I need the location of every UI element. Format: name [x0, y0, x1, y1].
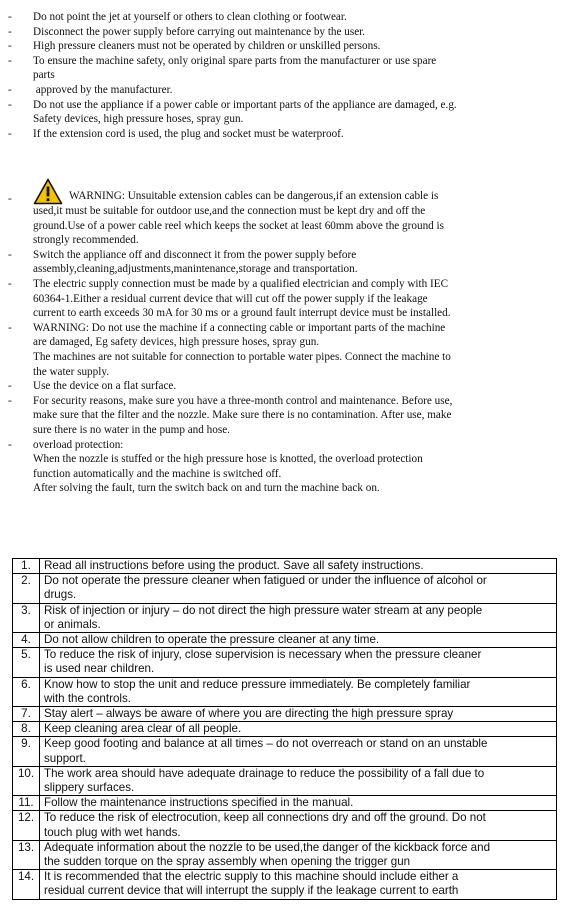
bullet-text: The electric supply connection must be made by a qualified electrician and comply with IEC — [33, 277, 449, 290]
bullet-text: Use the device on a flat surface. — [33, 380, 177, 393]
bullet-dash: - — [8, 127, 12, 140]
row-text: Follow the maintenance instructions specified in the manual. — [44, 796, 354, 810]
table-row — [13, 707, 557, 722]
bullet-dash: - — [8, 193, 12, 205]
bullet-item — [8, 321, 556, 379]
bullet-dash: - — [8, 394, 12, 407]
bullet-text: sure there is no water in the pump and hose. — [33, 423, 230, 436]
table-row — [13, 574, 557, 603]
bullet-dash: - — [8, 321, 12, 334]
table-row — [13, 840, 557, 869]
bullet-dash: - — [8, 248, 12, 261]
row-text: drugs. — [44, 588, 77, 602]
bullet-item — [8, 127, 556, 142]
row-number: 14. — [13, 870, 40, 899]
row-text: is used near children. — [44, 662, 155, 676]
row-number: 2. — [13, 574, 40, 603]
bullet-text: current to earth exceeds 30 mA for 30 ms or a ground fault interrupt device must be installed. — [33, 307, 451, 320]
bullet-item — [8, 83, 556, 98]
bullet-dash: - — [8, 40, 12, 53]
bullet-text: Safety devices, high pressure hoses, spray gun. — [33, 113, 244, 126]
row-text: Do not operate the pressure cleaner when fatigued or under the influence of alcohol or — [44, 574, 487, 588]
row-number: 8. — [13, 722, 40, 737]
bullet-text: are damaged, Eg safety devices, high pressure hoses, spray gun. — [33, 336, 320, 349]
safety-bullets-top — [8, 10, 556, 141]
warning-text: WARNING: Unsuitable extension cables can be dangerous,if an extension cable is — [69, 190, 439, 203]
bullet-item — [8, 39, 556, 54]
bullet-text: High pressure cleaners must not be operated by children or unskilled persons. — [33, 40, 381, 53]
table-row — [13, 722, 557, 737]
row-number: 1. — [13, 559, 40, 574]
bullet-item — [8, 25, 556, 40]
row-text: touch plug with wet hands. — [44, 825, 181, 839]
bullet-dash: - — [8, 98, 12, 111]
table-row — [13, 766, 557, 795]
warning-triangle-icon — [33, 178, 63, 205]
warning-item — [8, 178, 556, 248]
table-row — [13, 796, 557, 811]
row-number: 11. — [13, 796, 40, 811]
bullet-item — [8, 248, 556, 277]
bullet-text: 60364-1.Either a residual current device that will cut off the power supply if the leakage — [33, 292, 428, 305]
table-row — [13, 633, 557, 648]
row-text: or animals. — [44, 617, 101, 631]
row-number: 9. — [13, 737, 40, 766]
bullet-text: Do not point the jet at yourself or others to clean clothing or footwear. — [33, 11, 347, 23]
bullet-text: function automatically and the machine is switched off. — [33, 467, 282, 480]
table-row — [13, 603, 557, 632]
table-row — [13, 559, 557, 574]
warning-text: ground.Use of a power cable reel which keeps the socket at least 60mm above the ground is — [33, 219, 445, 232]
row-text: Do not allow children to operate the pressure cleaner at any time. — [44, 633, 380, 647]
bullet-text: Do not use the appliance if a power cable or important parts of the appliance are damaged, e.g. — [33, 98, 457, 111]
row-number: 4. — [13, 633, 40, 648]
bullet-item — [8, 438, 556, 496]
bullet-text: Disconnect the power supply before carrying out maintenance by the user. — [33, 25, 366, 38]
row-number: 5. — [13, 648, 40, 677]
table-row — [13, 811, 557, 840]
row-text: support. — [44, 751, 86, 765]
bullet-item — [8, 98, 556, 127]
row-number: 7. — [13, 707, 40, 722]
bullet-item — [8, 54, 556, 83]
table-row — [13, 737, 557, 766]
bullet-text: overload protection: — [33, 438, 124, 451]
row-text: Know how to stop the unit and reduce pressure immediately. Be completely familiar — [44, 677, 471, 691]
table-row — [13, 648, 557, 677]
bullet-dash: - — [8, 25, 12, 38]
bullet-text: For security reasons, make sure you have a three-month control and maintenance. Before use, — [33, 394, 453, 407]
bullet-text: make sure that the filter and the nozzle. Make sure there is no contamination. After use, make — [33, 409, 452, 422]
row-text: The work area should have adequate drainage to reduce the possibility of a fall due to — [44, 766, 485, 780]
row-text: with the controls. — [44, 691, 131, 705]
bullet-text: approved by the manufacturer. — [33, 83, 173, 96]
row-number: 13. — [13, 840, 40, 869]
row-number: 3. — [13, 603, 40, 632]
row-text: To reduce the risk of electrocution, keep all connections dry and off the ground. Do not — [44, 811, 486, 825]
row-text: To reduce the risk of injury, close supervision is necessary when the pressure cleaner — [44, 648, 482, 662]
bullet-dash: - — [8, 54, 12, 67]
bullet-text: If the extension cord is used, the plug and socket must be waterproof. — [33, 127, 344, 140]
warning-text: strongly recommended. — [33, 234, 139, 247]
bullet-dash: - — [8, 438, 12, 451]
row-text: Risk of injection or injury – do not direct the high pressure water stream at any people — [44, 603, 483, 617]
bullet-text: WARNING: Do not use the machine if a connecting cable or important parts of the machine — [33, 321, 446, 334]
row-number: 6. — [13, 677, 40, 706]
row-number: 10. — [13, 766, 40, 795]
safety-instructions-table — [12, 558, 557, 900]
bullet-dash: - — [8, 11, 12, 23]
bullet-dash: - — [8, 380, 12, 393]
row-text: residual current device that will interrupt the supply if the leakage current to earth — [44, 884, 459, 898]
bullet-dash: - — [8, 277, 12, 290]
bullet-item — [8, 394, 556, 438]
bullet-text: The machines are not suitable for connection to portable water pipes. Connect the machine to — [33, 350, 451, 363]
bullet-text: Switch the appliance off and disconnect it from the power supply before — [33, 248, 357, 261]
row-text: Read all instructions before using the product. Save all safety instructions. — [44, 559, 424, 572]
bullet-dash: - — [8, 83, 12, 96]
bullet-item — [8, 277, 556, 321]
bullet-text: After solving the fault, turn the switch back on and turn the machine back on. — [33, 482, 380, 495]
row-text: the sudden torque on the spray assembly when opening the trigger gun — [44, 855, 411, 869]
bullet-text: assembly,cleaning,adjustments,manintenance,storage and transportation. — [33, 263, 358, 276]
bullet-text: parts — [33, 69, 55, 82]
warning-text: used,it must be suitable for outdoor use,and the connection must be kept dry and off the — [33, 205, 426, 217]
row-text: slippery surfaces. — [44, 781, 135, 795]
bullet-item — [8, 379, 556, 394]
row-text: It is recommended that the electric supply to this machine should include either a — [44, 870, 459, 884]
bullet-text: To ensure the machine safety, only original spare parts from the manufacturer or use spare — [33, 54, 437, 67]
row-text: Keep cleaning area clear of all people. — [44, 722, 242, 736]
safety-bullets-bottom — [8, 178, 556, 496]
bullet-item — [8, 10, 556, 25]
table-row — [13, 870, 557, 899]
bullet-text: the water supply. — [33, 365, 110, 378]
row-number: 12. — [13, 811, 40, 840]
row-text: Adequate information about the nozzle to be used,the danger of the kickback force and — [44, 840, 491, 854]
row-text: Keep good footing and balance at all times – do not overreach or stand on an unstable — [44, 737, 488, 751]
table-row — [13, 677, 557, 706]
row-text: Stay alert – always be aware of where you are directing the high pressure spray — [44, 707, 454, 721]
bullet-text: When the nozzle is stuffed or the high pressure hose is knotted, the overload protection — [33, 453, 423, 466]
